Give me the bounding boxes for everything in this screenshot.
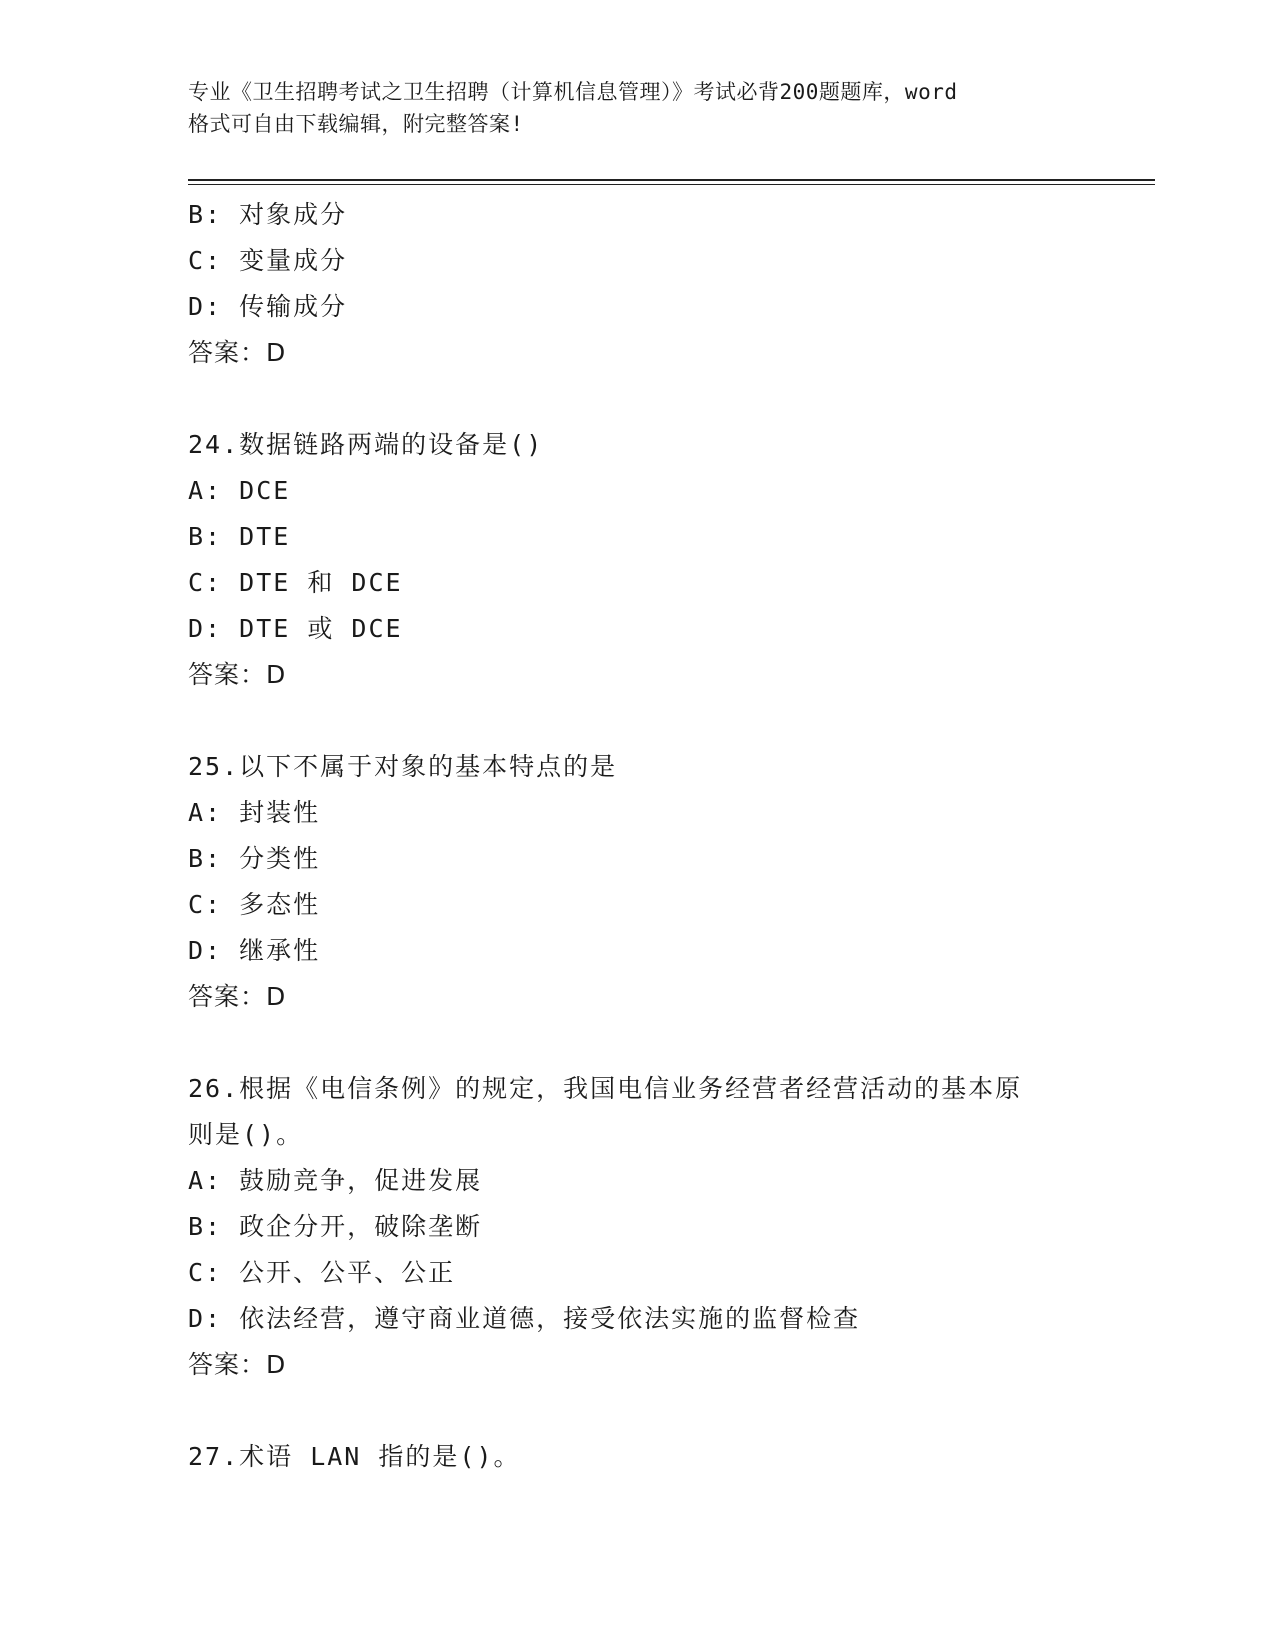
question-23-continued [188,192,1088,376]
option-c: C: 公开、公平、公正 [188,1258,456,1287]
answer: 答案：D [188,1350,287,1379]
question-27 [188,1434,1088,1480]
question-24 [188,422,1088,698]
document-header [188,76,1088,140]
question-text: 25.以下不属于对象的基本特点的是 [188,752,618,781]
option-c: C: DTE 和 DCE [188,568,403,597]
question-text-line-2: 则是()。 [188,1120,304,1149]
question-text: 24.数据链路两端的设备是() [188,430,544,459]
option-b: B: DTE [188,522,291,551]
option-b: B: 政企分开，破除垄断 [188,1212,483,1241]
option-c: C: 多态性 [188,890,321,919]
option-a: A: DCE [188,476,291,505]
header-title-line-2: 格式可自由下载编辑，附完整答案! [188,112,524,136]
option-a: A: 封装性 [188,798,321,827]
option-c: C: 变量成分 [188,246,348,275]
question-text: 27.术语 LAN 指的是()。 [188,1442,521,1471]
answer: 答案：D [188,338,287,367]
answer: 答案：D [188,660,287,689]
option-d: D: DTE 或 DCE [188,614,403,643]
question-list [188,192,1088,1480]
option-d: D: 继承性 [188,936,321,965]
header-divider-thin [188,184,1155,185]
question-26 [188,1066,1088,1388]
question-text-line-1: 26.根据《电信条例》的规定，我国电信业务经营者经营活动的基本原 [188,1074,1023,1103]
option-a: A: 鼓励竞争，促进发展 [188,1166,483,1195]
answer: 答案：D [188,982,287,1011]
header-title-line-1: 专业《卫生招聘考试之卫生招聘（计算机信息管理）》考试必背200题题库，word [188,80,958,104]
option-b: B: 对象成分 [188,200,348,229]
option-b: B: 分类性 [188,844,321,873]
header-divider-thick [188,179,1155,181]
question-25 [188,744,1088,1020]
option-d: D: 依法经营，遵守商业道德，接受依法实施的监督检查 [188,1304,861,1333]
option-d: D: 传输成分 [188,292,348,321]
